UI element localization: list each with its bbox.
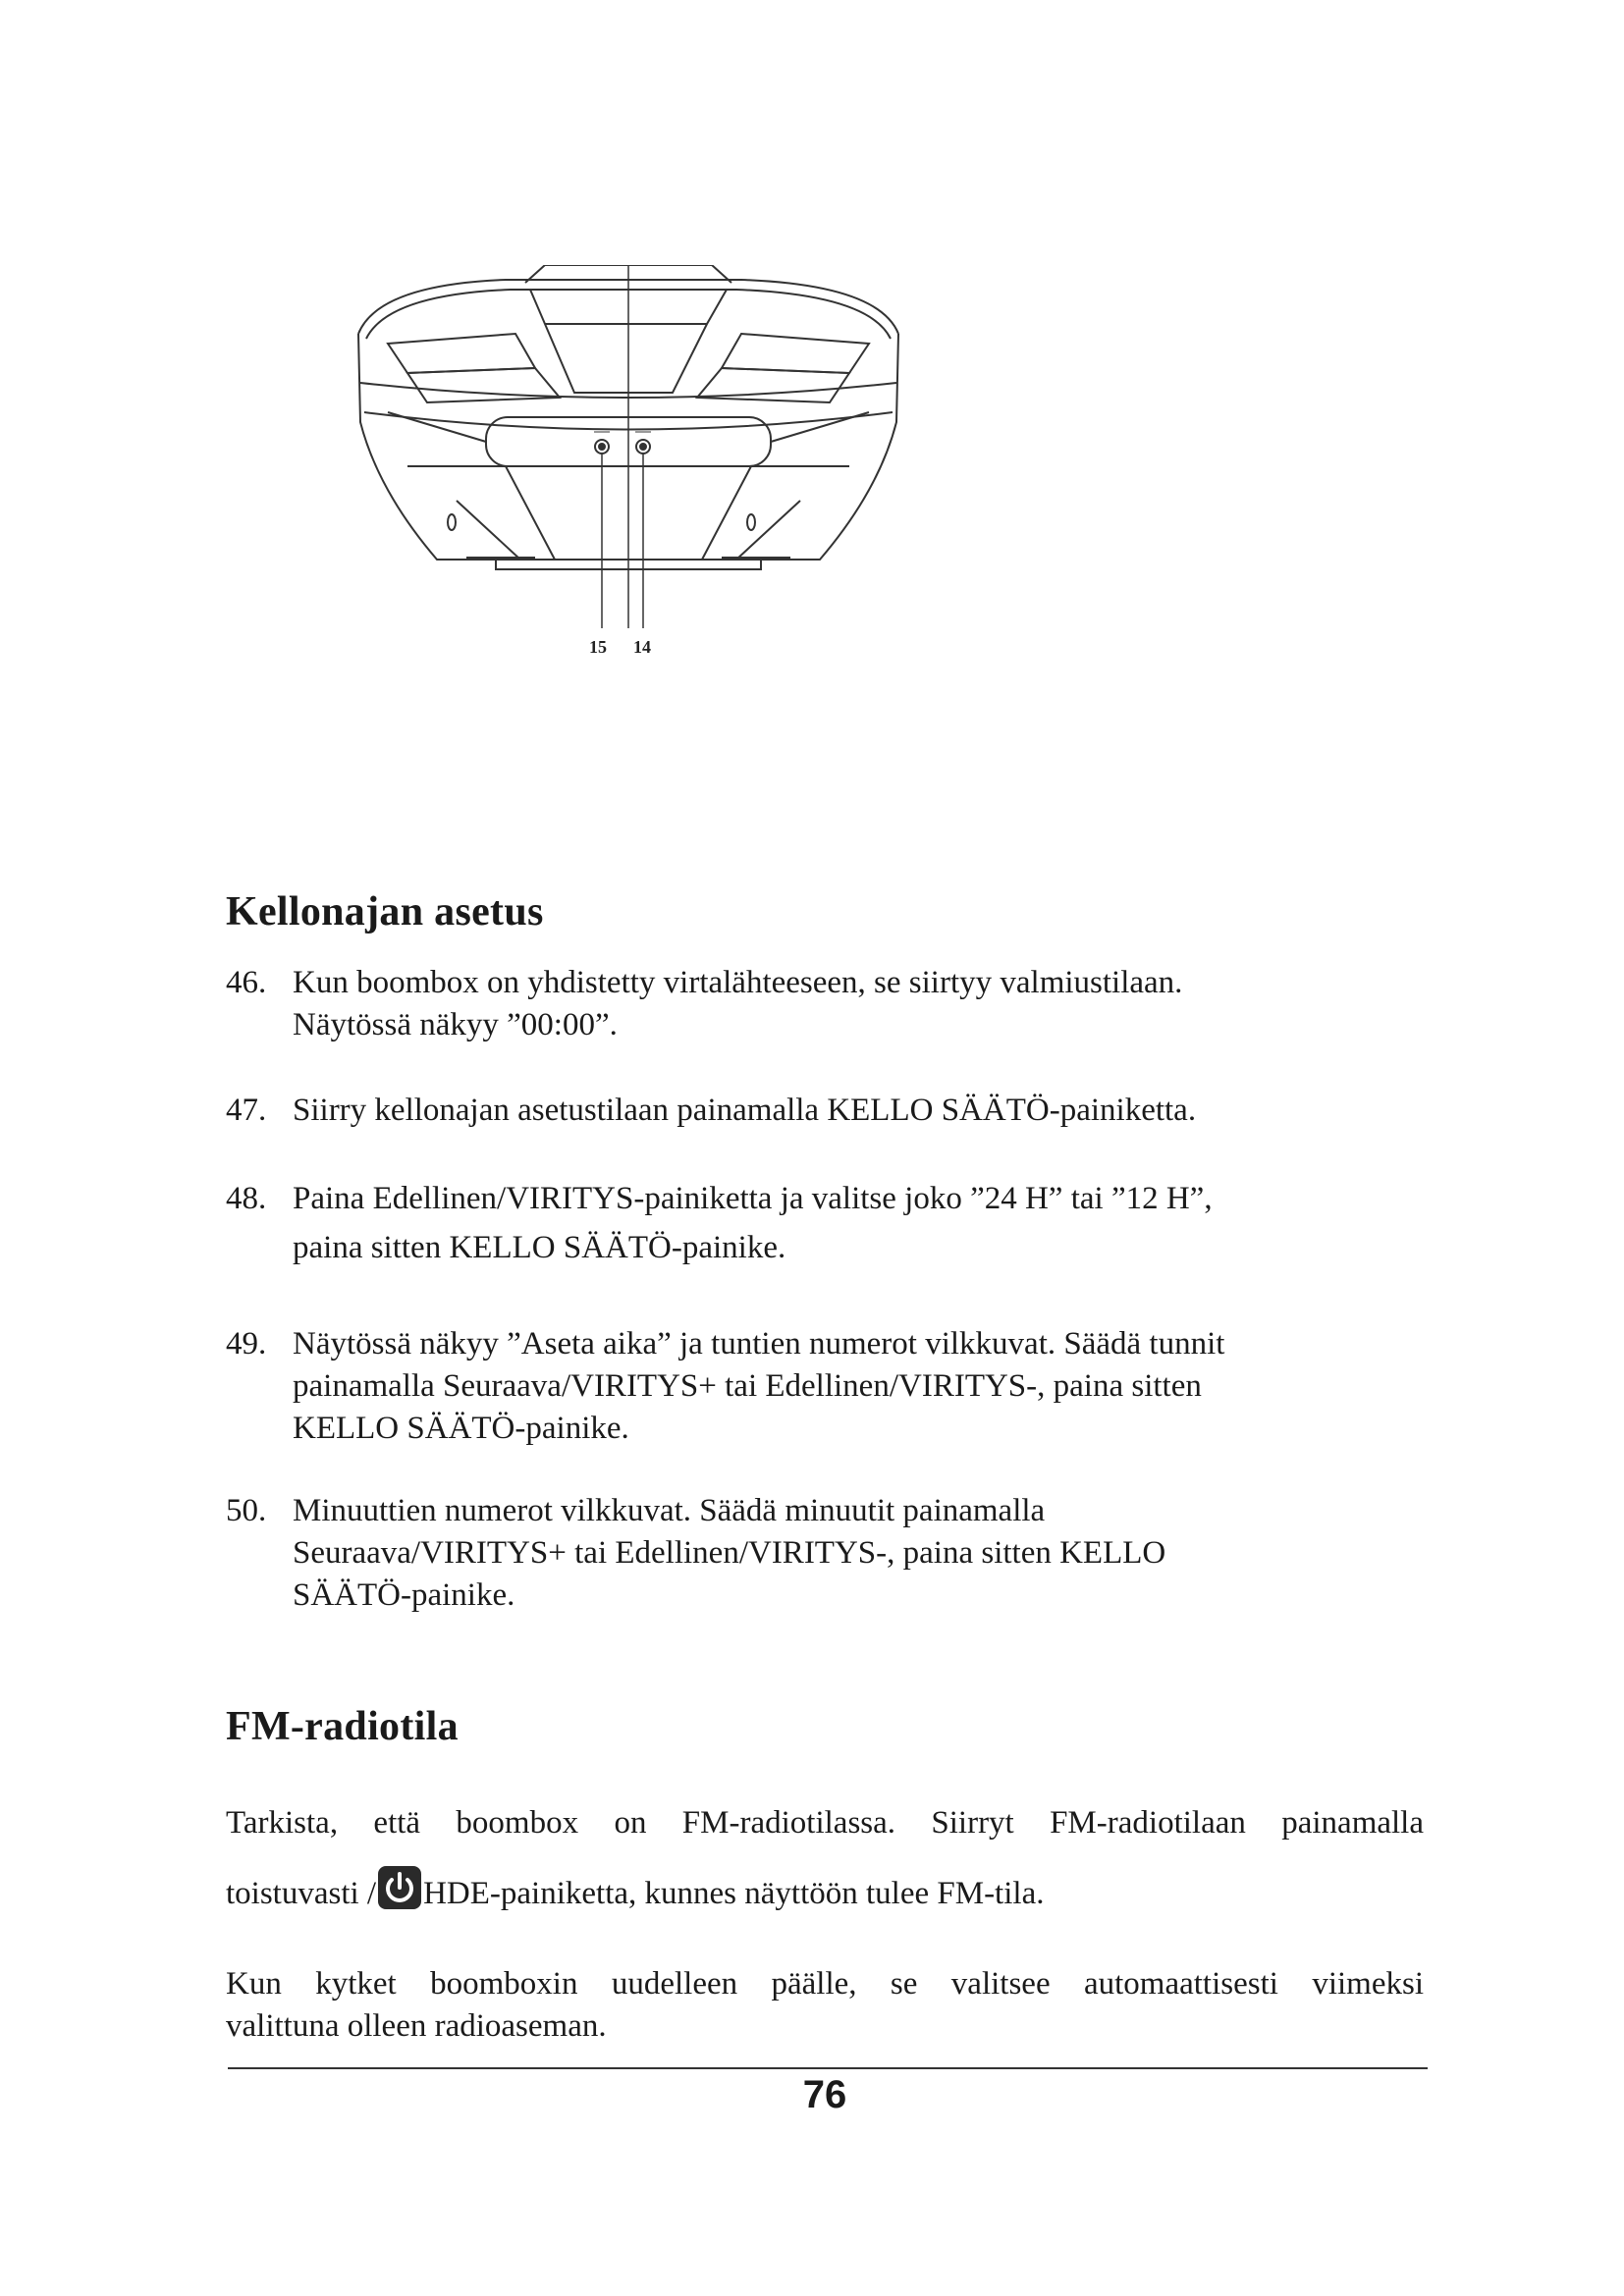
- step-line: Seuraava/VIRITYS+ tai Edellinen/VIRITYS-, paina sitten KELLO: [293, 1535, 1166, 1571]
- step-text: [293, 962, 1412, 1046]
- step-line: Paina Edellinen/VIRITYS-painiketta ja valitse joko ”24 H” tai ”12 H”,: [293, 1181, 1213, 1216]
- paragraph-line: Kun kytket boomboxin uudelleen päälle, se valitsee automaattisesti viimeksi: [226, 1966, 1424, 2002]
- step-line: Minuuttien numerot vilkkuvat. Säädä minuutit painamalla: [293, 1493, 1046, 1528]
- step-line: Kun boombox on yhdistetty virtalähteeseen, se siirtyy valmiustilaan.: [293, 965, 1183, 1000]
- section-heading-clock-setting: Kellonajan asetus: [226, 889, 544, 934]
- step-text: [293, 1178, 1412, 1269]
- step-line: SÄÄTÖ-painike.: [293, 1577, 515, 1613]
- paragraph-line: Tarkista, että boombox on FM-radiotilassa. Siirryt FM-radiotilaan painamalla: [226, 1805, 1424, 1841]
- boombox-illustration: [349, 265, 908, 687]
- callout-14: 14: [633, 637, 651, 657]
- step-line: painamalla Seuraava/VIRITYS+ tai Edellinen/VIRITYS-, paina sitten: [293, 1368, 1202, 1404]
- step-text: [293, 1490, 1412, 1617]
- step-number: 50.: [226, 1493, 267, 1528]
- section-heading-fm-radio: FM-radiotila: [226, 1704, 459, 1749]
- step-text: [293, 1090, 1412, 1132]
- paragraph-line: [226, 1866, 1424, 1915]
- callout-15: 15: [589, 637, 607, 657]
- step-line: Siirry kellonajan asetustilaan painamalla KELLO SÄÄTÖ-painiketta.: [293, 1093, 1197, 1128]
- step-number: 47.: [226, 1093, 267, 1128]
- step-text: [293, 1323, 1412, 1450]
- power-icon: [378, 1866, 421, 1909]
- step-line: Näytössä näkyy ”Aseta aika” ja tuntien numerot vilkkuvat. Säädä tunnit: [293, 1326, 1225, 1362]
- footer-divider: [228, 2067, 1428, 2069]
- step-number: 49.: [226, 1326, 267, 1362]
- step-number: 46.: [226, 965, 267, 1000]
- paragraph-text: HDE-painiketta, kunnes näyttöön tulee FM-tila.: [423, 1876, 1045, 1911]
- step-line: Näytössä näkyy ”00:00”.: [293, 1007, 618, 1042]
- step-line: paina sitten KELLO SÄÄTÖ-painike.: [293, 1230, 786, 1265]
- step-number: 48.: [226, 1181, 267, 1216]
- boombox-drawing: [349, 265, 908, 687]
- paragraph-line: valittuna olleen radioaseman.: [226, 2008, 607, 2044]
- fm-paragraph-2: [226, 1963, 1424, 2048]
- fm-paragraph-1: [226, 1802, 1424, 1915]
- paragraph-text: toistuvasti /: [226, 1876, 377, 1911]
- page-number: 76: [802, 2073, 847, 2116]
- step-line: KELLO SÄÄTÖ-painike.: [293, 1411, 629, 1446]
